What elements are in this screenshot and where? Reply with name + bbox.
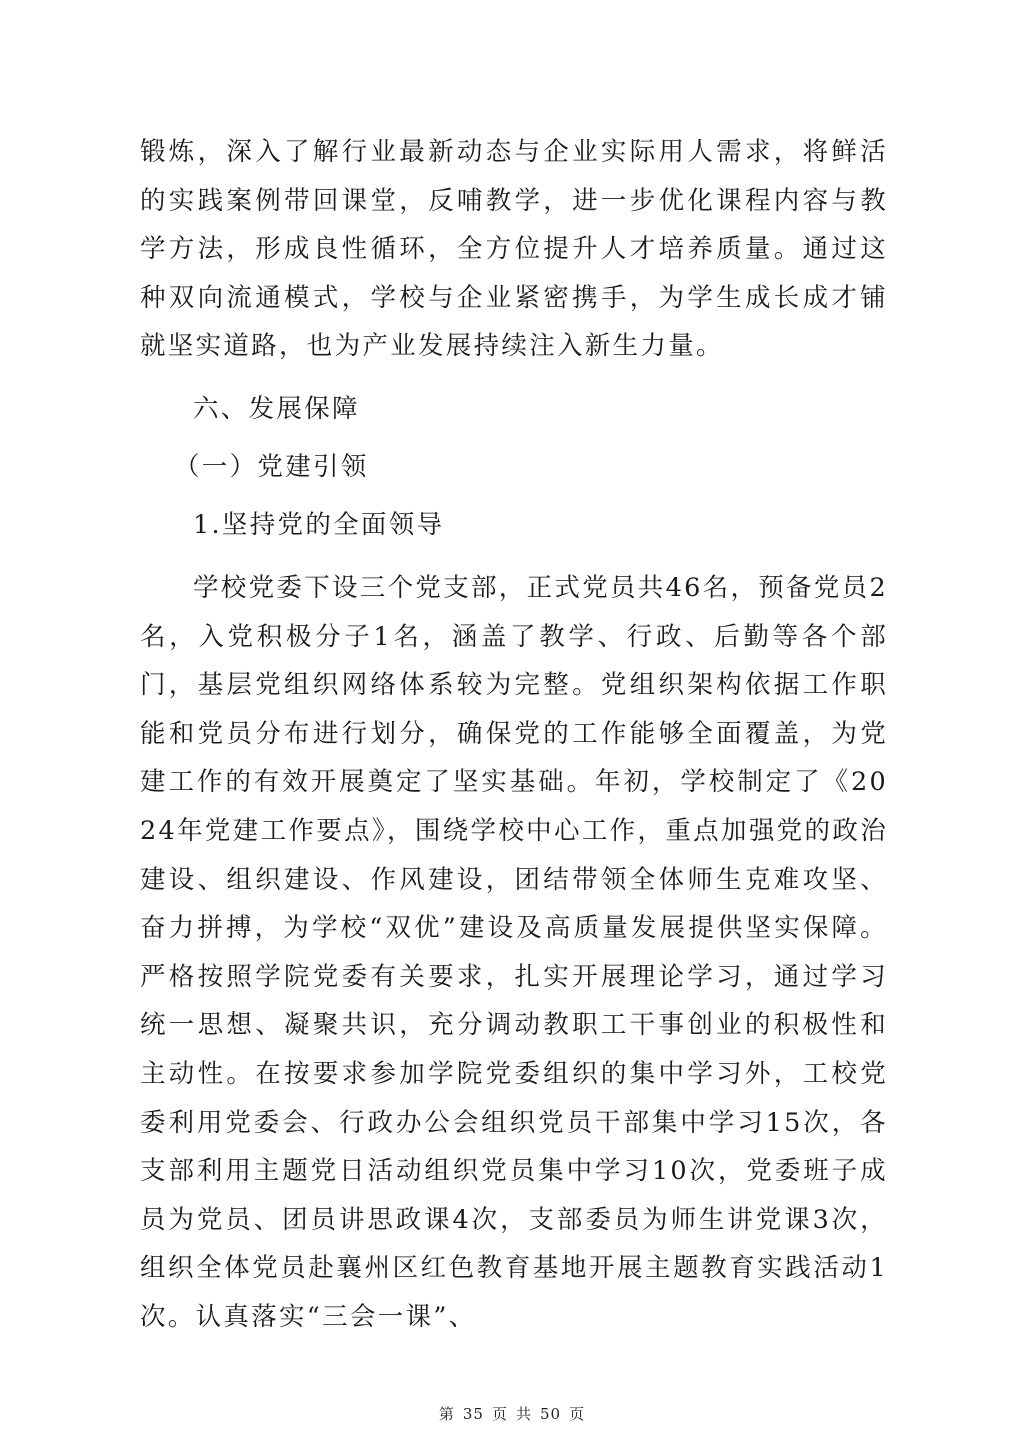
- subsection-heading: （一）党建引领: [174, 451, 369, 482]
- footer-prefix: 第: [438, 1405, 455, 1423]
- body-paragraph: 学校党委下设三个党支部，正式党员共46名，预备党员2名，入党积极分子1名，涵盖了教学、行政、后勤等各个部门，基层党组织网络体系较为完整。党组织架构依据工作职能和党员分布进行划分，确保党的工作能够全面覆盖，为党建工作的有效开展奠定了坚实基础。年初，学校制定了《2024年党建工作要点》，围绕学校中心工作，重点加强党的政治建设、组织建设、作风建设，团结带领全体师生克难攻坚、奋力拼搏，为学校“双优”建设及高质量发展提供坚实保障。严格按照学院党委有关要求，扎实开展理论学习，通过学习统一思想、凝聚共识，充分调动教职工干事创业的积极性和主动性。在按要求参加学院党委组织的集中学习外，工校党委利用党委会、行政办公会组织党员干部集中学习15次，各支部利用主题党日活动组织党员集中学习10次，党委班子成员为党员、团员讲思政课4次，支部委员为师生讲党课3次，组织全体党员赴襄州区红色教育基地开展主题教育实践活动1次。认真落实“三会一课”、: [140, 572, 888, 1332]
- continuation-paragraph: 锻炼，深入了解行业最新动态与企业实际用人需求，将鲜活的实践案例带回课堂，反哺教学，进一步优化课程内容与教学方法，形成良性循环，全方位提升人才培养质量。通过这种双向流通模式，学校与企业紧密携手，为学生成长成才铺就坚实道路，也为产业发展持续注入新生力量。: [140, 137, 888, 362]
- section-heading: 六、发展保障: [193, 393, 360, 424]
- page-footer: [0, 1404, 1024, 1424]
- footer-total-word: 共: [516, 1405, 533, 1423]
- page-content: [140, 128, 888, 1341]
- item-heading: 1.坚持党的全面领导: [193, 509, 445, 540]
- footer-total-pages: 50: [540, 1405, 562, 1423]
- footer-page-word: 页: [491, 1405, 508, 1423]
- footer-current-page: 35: [462, 1405, 484, 1423]
- footer-suffix: 页: [569, 1405, 586, 1423]
